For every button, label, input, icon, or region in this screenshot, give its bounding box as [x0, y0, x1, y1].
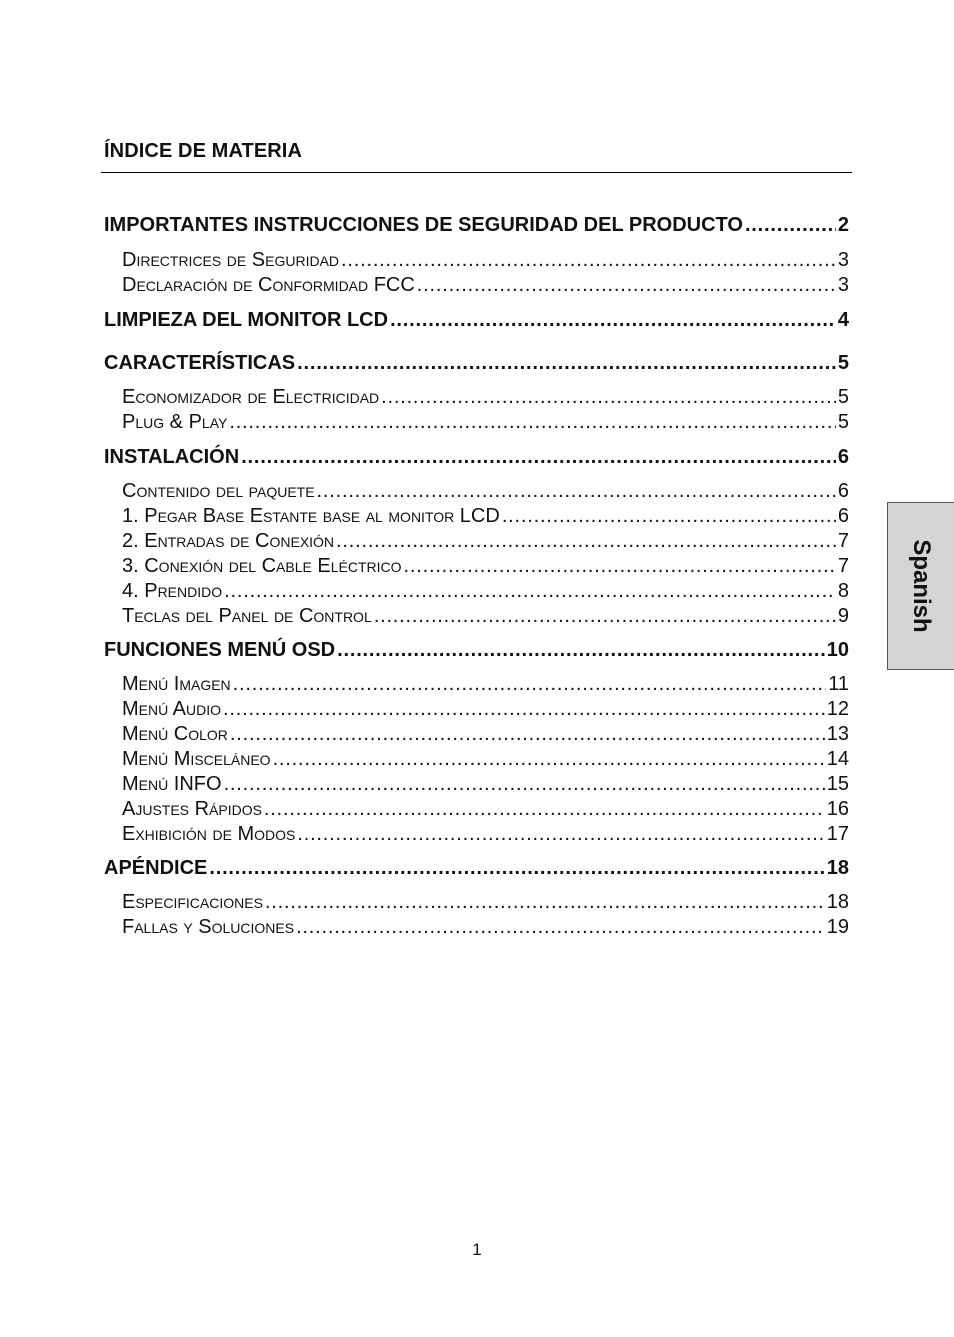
toc-entry-page: 7	[837, 555, 849, 577]
toc-leader	[297, 824, 824, 844]
toc-entry-title: CARACTERÍSTICAS	[104, 352, 296, 374]
toc-entry[interactable]	[122, 531, 849, 551]
language-side-tab	[887, 502, 954, 670]
toc-leader	[297, 353, 836, 373]
toc-entry-page: 2	[837, 214, 849, 236]
toc-leader	[502, 506, 836, 526]
toc-entry-page: 19	[826, 916, 849, 938]
toc-entry-page: 3	[837, 274, 849, 296]
toc-entry-page: 11	[828, 673, 849, 695]
toc-leader	[341, 250, 836, 270]
toc-entry[interactable]	[122, 917, 849, 937]
toc-entry-page: 18	[826, 857, 849, 879]
toc-leader	[265, 892, 825, 912]
toc-entry[interactable]	[104, 310, 849, 330]
toc-entry-title: INSTALACIÓN	[104, 446, 240, 468]
toc-entry-title: Economizador de Electricidad	[122, 386, 380, 408]
toc-entry-title: Menú Color	[122, 723, 228, 745]
toc-entry-title: Ajustes Rápidos	[122, 798, 262, 820]
toc-entry[interactable]	[122, 674, 849, 694]
toc-entry[interactable]	[122, 824, 849, 844]
toc-leader	[404, 556, 836, 576]
toc-entry[interactable]	[122, 275, 849, 295]
toc-leader	[224, 581, 836, 601]
language-side-tab-label: Spanish	[908, 539, 935, 633]
toc-leader	[241, 447, 836, 467]
toc-entry-page: 15	[826, 773, 849, 795]
toc-entry-title: Menú Audio	[122, 698, 222, 720]
toc-entry-title: Plug & Play	[122, 411, 228, 433]
toc-entry-title: IMPORTANTES INSTRUCCIONES DE SEGURIDAD DEL PRODUCTO	[104, 214, 743, 236]
toc-entry-title: Teclas del Panel de Control	[122, 605, 372, 627]
toc-entry[interactable]	[122, 774, 849, 794]
toc-entry[interactable]	[104, 215, 849, 235]
toc-leader	[224, 774, 825, 794]
toc-entry[interactable]	[122, 556, 849, 576]
toc-entry-title: Menú Misceláneo	[122, 748, 271, 770]
toc-leader	[233, 674, 827, 694]
toc-entry-page: 7	[837, 530, 849, 552]
toc-entry[interactable]	[122, 387, 849, 407]
toc-entry-title: Menú INFO	[122, 773, 222, 795]
toc-leader	[296, 917, 825, 937]
toc-entry-title: FUNCIONES MENÚ OSD	[104, 639, 336, 661]
toc-leader	[264, 799, 825, 819]
toc-entry[interactable]	[122, 892, 849, 912]
toc-entry[interactable]	[122, 749, 849, 769]
toc-leader	[381, 387, 836, 407]
page-number: 1	[472, 1240, 482, 1259]
toc-entry-page: 18	[826, 891, 849, 913]
toc-entry-page: 12	[826, 698, 849, 720]
toc-entry[interactable]	[122, 699, 849, 719]
toc-entry-page: 14	[826, 748, 849, 770]
toc-entry[interactable]	[104, 640, 849, 660]
toc-entry-page: 3	[837, 249, 849, 271]
toc-entry-page: 5	[837, 386, 849, 408]
toc-entry[interactable]	[122, 581, 849, 601]
toc-entry-title: LIMPIEZA DEL MONITOR LCD	[104, 309, 389, 331]
toc-entry[interactable]	[104, 353, 849, 373]
toc-entry-title: Menú Imagen	[122, 673, 231, 695]
toc-entry-page: 4	[837, 309, 849, 331]
toc-leader	[390, 310, 836, 330]
toc-entry[interactable]	[122, 412, 849, 432]
toc-leader	[209, 858, 824, 878]
toc-entry-page: 6	[837, 480, 849, 502]
toc-entry-page: 6	[837, 446, 849, 468]
toc-leader	[374, 606, 836, 626]
toc-leader	[230, 724, 825, 744]
toc-leader	[229, 412, 836, 432]
toc-entry[interactable]	[104, 858, 849, 878]
toc-entry-page: 5	[837, 411, 849, 433]
toc-entry-title: APÉNDICE	[104, 857, 208, 879]
toc-leader	[317, 481, 836, 501]
toc-leader	[223, 699, 825, 719]
toc-entry[interactable]	[104, 447, 849, 467]
toc-entry-title: Directrices de Seguridad	[122, 249, 340, 271]
toc-leader	[745, 215, 836, 235]
toc-entry-page: 16	[826, 798, 849, 820]
toc-entry-page: 5	[837, 352, 849, 374]
toc-entry-title: 3. Conexión del Cable Eléctrico	[122, 555, 402, 577]
toc-entry-title: Declaración de Conformidad FCC	[122, 274, 415, 296]
toc-entry-title: 2. Entradas de Conexión	[122, 530, 335, 552]
toc-entry-title: Fallas y Soluciones	[122, 916, 295, 938]
page-title: ÍNDICE DE MATERIA	[104, 140, 302, 162]
toc-entry-title: 1. Pegar Base Estante base al monitor LCD	[122, 505, 500, 527]
toc-entry-title: 4. Prendido	[122, 580, 223, 602]
toc-entry-title: Especificaciones	[122, 891, 263, 913]
toc-entry[interactable]	[122, 250, 849, 270]
toc-entry-page: 17	[826, 823, 849, 845]
toc-entry-title: Exhibición de Modos	[122, 823, 296, 845]
toc-entry[interactable]	[122, 481, 849, 501]
toc-leader	[337, 640, 825, 660]
toc-entry-page: 13	[826, 723, 849, 745]
toc-entry[interactable]	[122, 606, 849, 626]
toc-entry-title: Contenido del paquete	[122, 480, 315, 502]
toc-entry-page: 9	[837, 605, 849, 627]
toc-entry-page: 8	[837, 580, 849, 602]
toc-entry[interactable]	[122, 724, 849, 744]
toc-entry-page: 6	[837, 505, 849, 527]
toc-entry-page: 10	[826, 639, 849, 661]
toc-leader	[417, 275, 836, 295]
toc-entry[interactable]	[122, 799, 849, 819]
toc-leader	[336, 531, 836, 551]
toc-entry[interactable]	[122, 506, 849, 526]
toc-leader	[273, 749, 825, 769]
